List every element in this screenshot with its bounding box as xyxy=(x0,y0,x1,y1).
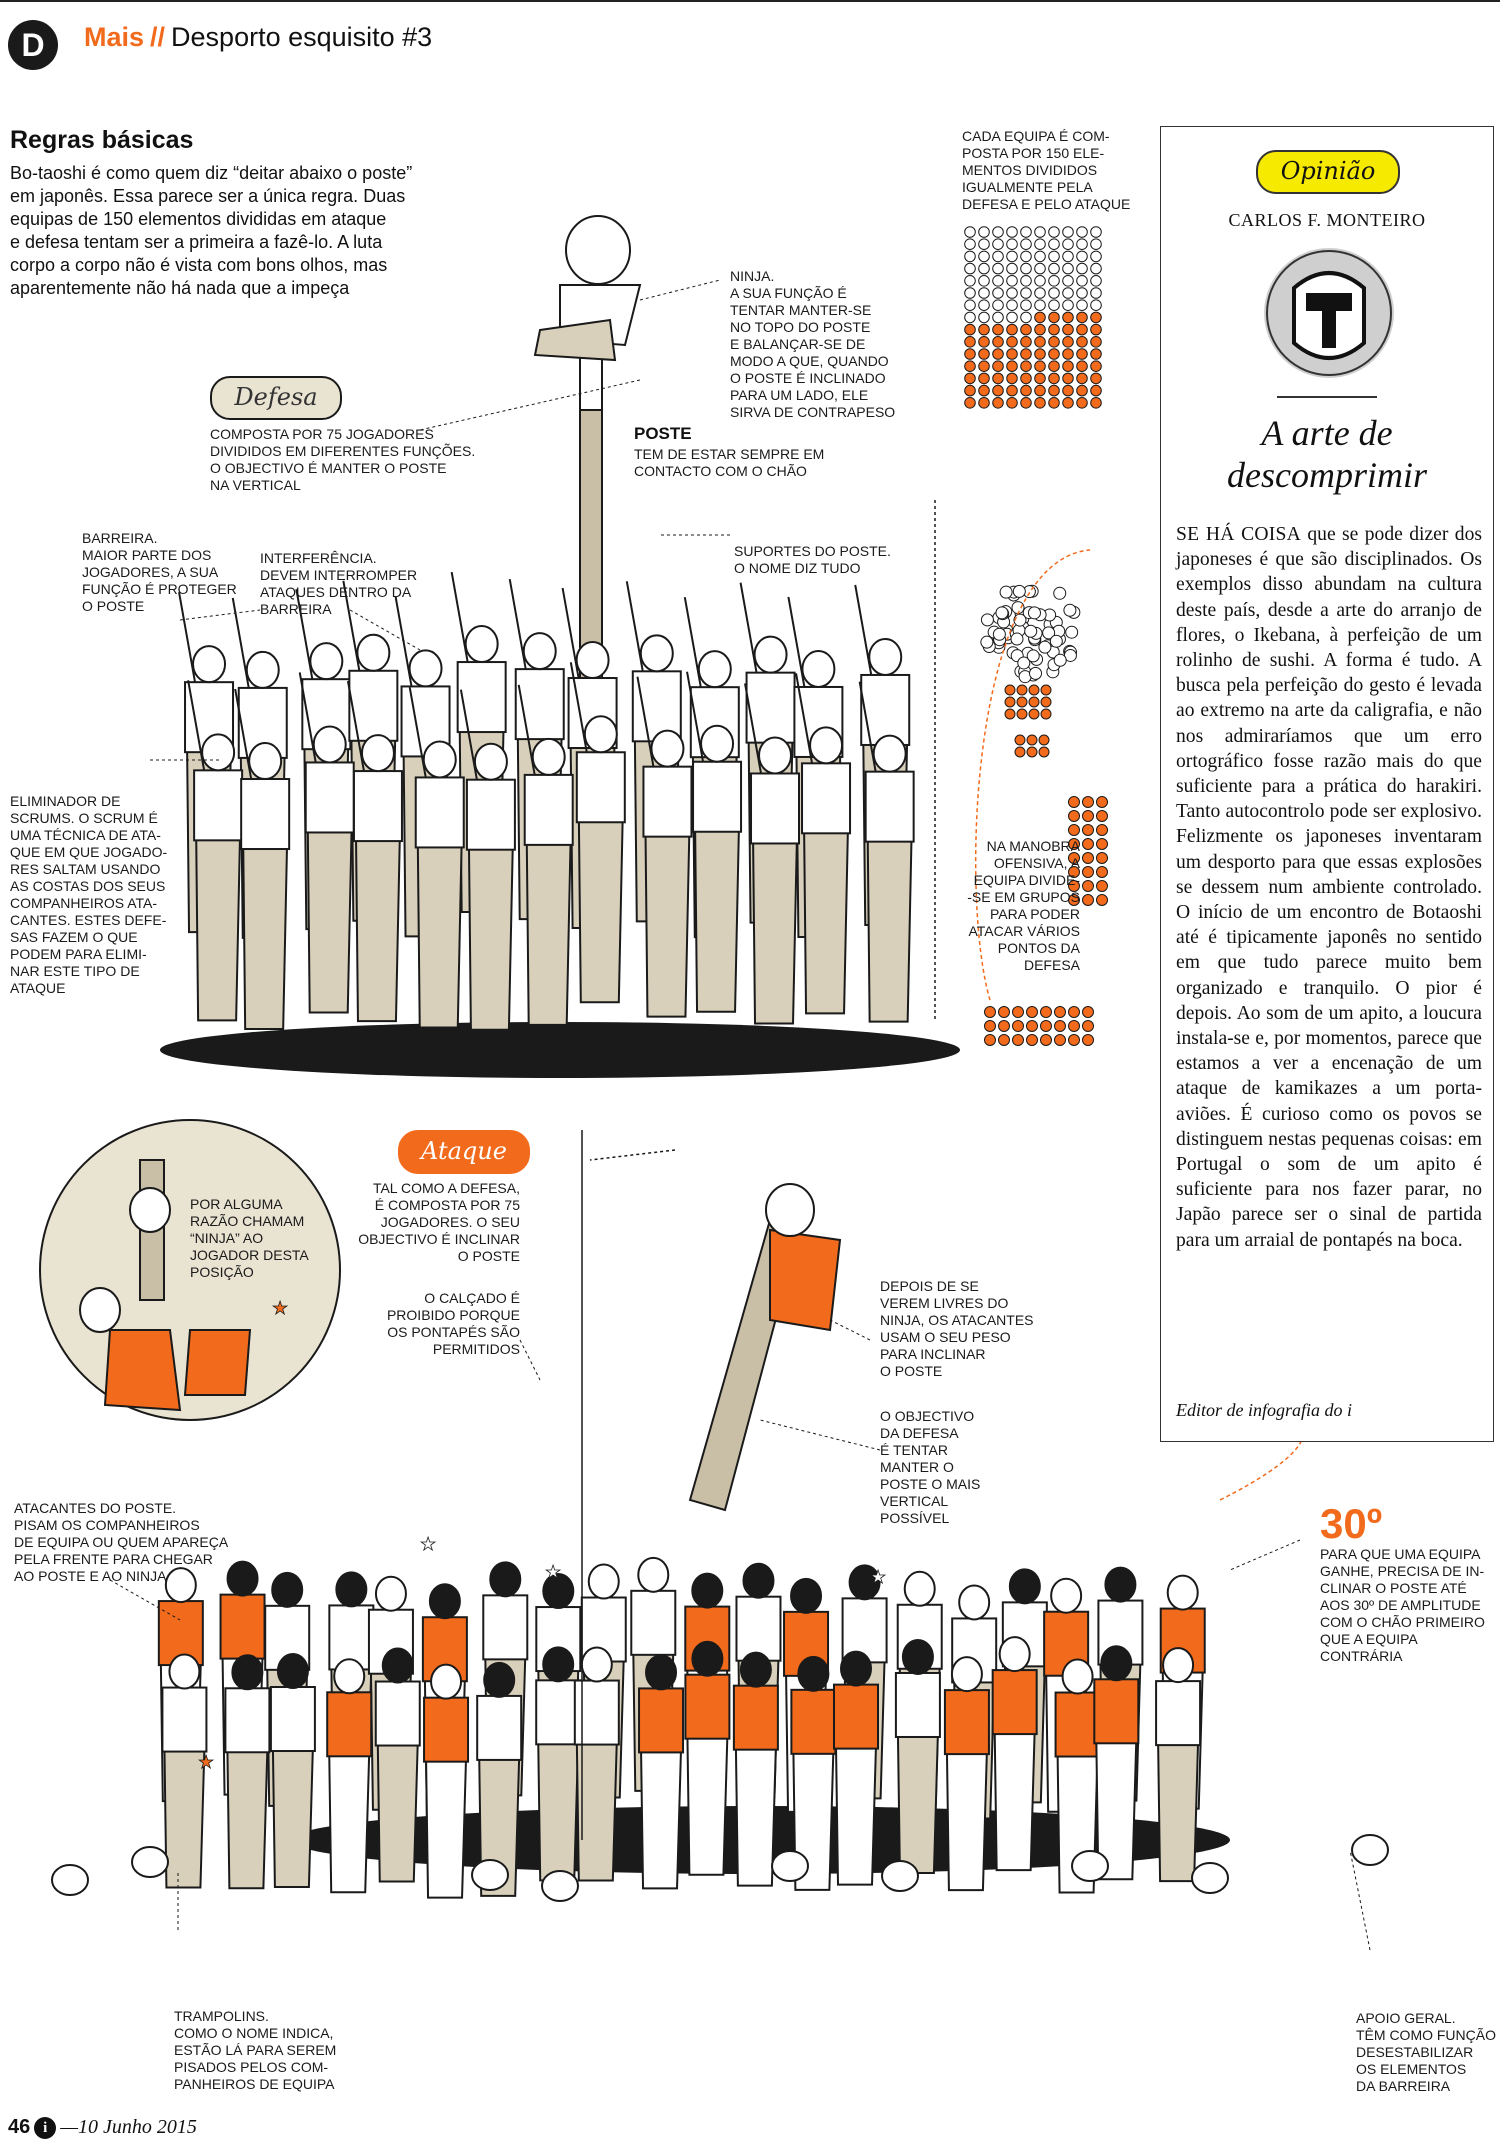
svg-text:★: ★ xyxy=(420,1534,437,1555)
svg-text:★: ★ xyxy=(870,1567,887,1588)
opinion-rule xyxy=(1277,396,1377,398)
rules-title: Regras básicas xyxy=(10,126,194,154)
thirty-degrees-caption: PARA QUE UMA EQUIPA GANHE, PRECISA DE IN- CLINAR O POSTE ATÉ AOS 30º DE AMPLITUDE COM O CHÃO PRIMEIRO QUE A EQUIPA CONTRÁRIA xyxy=(1320,1546,1485,1664)
svg-text:★: ★ xyxy=(198,1752,215,1773)
thirty-degrees: 30º xyxy=(1320,1500,1383,1547)
poste-caption: TEM DE ESTAR SEMPRE EM CONTACTO COM O CHÃO xyxy=(634,446,825,479)
attack-players xyxy=(52,1558,1388,1901)
svg-text:★: ★ xyxy=(272,1298,289,1319)
manobra-caption: NA MANOBRA OFENSIVA, A EQUIPA DIVIDE- -SE EM GRUPOS PARA PODER ATACAR VÁRIOS PONTOS DA DEFESA xyxy=(967,838,1080,973)
depois-caption: DEPOIS DE SE VEREM LIVRES DO NINJA, OS ATACANTES USAM O SEU PESO PARA INCLINAR O POSTE xyxy=(880,1278,1034,1379)
page-number: 46 xyxy=(8,2116,31,2138)
defense-players xyxy=(179,572,914,1030)
svg-text:★: ★ xyxy=(545,1562,562,1583)
publication-date: —10 Junho 2015 xyxy=(60,2116,197,2138)
opinion-lead: SE HÁ COISA xyxy=(1176,524,1301,545)
section-logo: D xyxy=(8,20,58,70)
opinion-text: que se pode dizer dos japoneses é que são disciplinados. Os exemplos disso abundam na cultura deste país, desde a arte do arranjo de flores, o Ikebana, à perfeição de um rolinho de sushi. A forma é tudo. A busca pela perfeição do gesto é levada ao extremo na arte da caligrafia, e não nos admiraríamos que um erro ortográfico fosse razão mais do que suficiente para a prática do harakiri. Tanto autocontrolo pode ser explosivo. Felizmente os japoneses inventaram um desporto para que essas explosões se dessem num ambiente controlado. O início de um encontro de Botaoshi até é tipicamente japonês no sentido em que tudo parece muito bem organizado e tranquilo. O pior é depois. Ao som de um apito, a loucura instala-se e, por momentos, parece que estamos a ver a encenação de um ataque de kamikazes a um porta-aviões. É curioso como os povos se distinguem nestas pequenas coisas: em Portugal o som de um apito é suficiente para nos fazer parar, no Japão parece ser o sinal de partida para um arraial de pontapés na boca. xyxy=(1176,524,1482,1251)
opinion-label: Opinião xyxy=(1256,150,1400,194)
eliminador-caption: ELIMINADOR DE SCRUMS. O SCRUM É UMA TÉCNICA DE ATA- QUE EM QUE JOGADO- RES SALTAM USANDO AS COSTAS DOS SEUS COMPANHEIROS ATA- CANTES. ESTES DEFE- SAS FAZEM O QUE PODEM PARA ELIMI- NAR ESTE TIPO DE ATAQUE xyxy=(10,793,168,996)
header-separator: // xyxy=(150,22,166,52)
atacantes-caption: ATACANTES DO POSTE. PISAM OS COMPANHEIROS DE EQUIPA OU QUEM APAREÇA PELA FRENTE PARA CHEGAR AO POSTE E AO NINJA xyxy=(14,1500,229,1584)
attack-label: Ataque xyxy=(398,1130,530,1174)
opinion-signature: Editor de infografia do i xyxy=(1176,1400,1353,1420)
ninja-caption: NINJA. A SUA FUNÇÃO É TENTAR MANTER-SE NO TOPO DO POSTE E BALANÇAR-SE DE MODO A QUE, QUANDO O POSTE É INCLINADO PARA UM LADO, ELE SIRVA DE CONTRAPESO xyxy=(730,268,896,420)
suportes-caption: SUPORTES DO POSTE. O NOME DIZ TUDO xyxy=(734,543,891,576)
defense-description: COMPOSTA POR 75 JOGADORES DIVIDIDOS EM DIFERENTES FUNÇÕES. O OBJECTIVO É MANTER O POSTE NA VERTICAL xyxy=(210,426,476,493)
defense-label: Defesa xyxy=(210,376,342,420)
rules-text: Bo-taoshi é como quem diz “deitar abaixo o poste” em japonês. Essa parece ser a única regra. Duas equipas de 150 elementos divididas em ataque e defesa tentam ser a primeira a fazê-lo. A luta corpo a corpo não é vista com bons olhos, mas aparentemente não há nada que a impeça xyxy=(10,163,413,298)
newspaper-logo: i xyxy=(34,2117,56,2139)
poste-title: POSTE xyxy=(634,424,692,443)
attack-description: TAL COMO A DEFESA, É COMPOSTA POR 75 JOGADORES. O SEU OBJECTIVO É INCLINAR O POSTE xyxy=(358,1180,520,1264)
team-dot-grid xyxy=(965,227,1102,408)
attack-groups-dots xyxy=(981,585,1108,1045)
trampolins-caption: TRAMPOLINS. COMO O NOME INDICA, ESTÃO LÁ PARA SEREM PISADOS PELOS COM- PANHEIROS DE EQUIPA xyxy=(174,2008,337,2092)
opinion-author: CARLOS F. MONTEIRO xyxy=(1228,210,1426,230)
opinion-body xyxy=(1176,522,1482,1253)
ninja-name-caption: POR ALGUMA RAZÃO CHAMAM “NINJA” AO JOGADOR DESTA POSIÇÃO xyxy=(190,1196,309,1280)
apoio-caption: APOIO GERAL. TÊM COMO FUNÇÃO DESESTABILIZAR OS ELEMENTOS DA BARREIRA xyxy=(1356,2010,1496,2094)
section-name: Mais xyxy=(84,22,145,52)
author-avatar xyxy=(1264,248,1394,378)
page-title: Desporto esquisito #3 xyxy=(171,22,433,52)
calcado-caption: O CALÇADO É PROIBIDO PORQUE OS PONTAPÉS SÃO PERMITIDOS xyxy=(386,1290,520,1357)
objectivo-caption: O OBJECTIVO DA DEFESA É TENTAR MANTER O POSTE O MAIS VERTICAL POSSÍVEL xyxy=(880,1408,981,1526)
interferencia-caption: INTERFERÊNCIA. DEVEM INTERROMPER ATAQUES DENTRO DA BARREIRA xyxy=(260,550,418,617)
team-composition-caption: CADA EQUIPA É COM- POSTA POR 150 ELE- MENTOS DIVIDIDOS IGUALMENTE PELA DEFESA E PELO ATAQUE xyxy=(962,128,1131,212)
opinion-title: A arte de descomprimir xyxy=(1227,413,1427,495)
barreira-caption: BARREIRA. MAIOR PARTE DOS JOGADORES, A SUA FUNÇÃO É PROTEGER O POSTE xyxy=(82,530,237,614)
page-footer xyxy=(8,2116,197,2139)
